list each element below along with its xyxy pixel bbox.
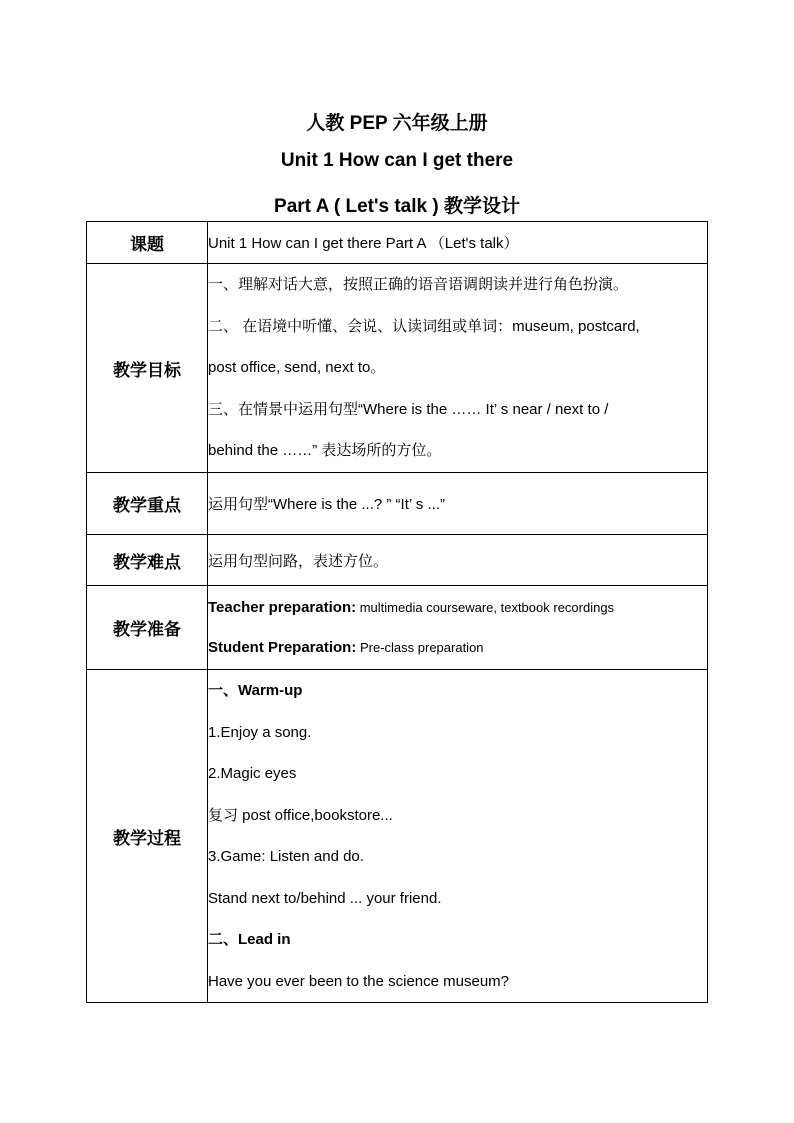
process-heading-lead-in: 二、Lead in: [208, 931, 291, 948]
process-line: Have you ever been to the science museum?: [208, 972, 510, 990]
goals-content: [208, 264, 708, 473]
process-content: [208, 670, 708, 1003]
table-row-topic: [87, 222, 708, 264]
table-row-difficulties: [87, 535, 708, 586]
document-subtitle-part: Part A ( Let's talk ) 教学设计: [274, 196, 520, 217]
difficulties-label: 教学难点: [87, 535, 208, 586]
goal-line-2: 二、 在语境中听懂、会说、认读词组或单词：museum, postcard,: [208, 317, 640, 335]
document-title: 人教 PEP 六年级上册: [306, 113, 488, 134]
teacher-preparation-label: Teacher preparation:: [208, 598, 357, 616]
student-preparation: [208, 628, 707, 668]
process-line: 1.Enjoy a song.: [208, 723, 312, 741]
document-subtitle-unit: Unit 1 How can I get there: [280, 150, 514, 171]
process-line: 2.Magic eyes: [208, 765, 297, 782]
preparation-content: [208, 586, 708, 670]
table-row-key-points: [87, 473, 708, 535]
process-line: 3.Game: Listen and do.: [208, 848, 364, 865]
goals-label: 教学目标: [87, 264, 208, 473]
topic-label: 课题: [87, 222, 208, 264]
goal-line-5: behind the ……” 表达场所的方位。: [208, 442, 442, 460]
goal-line-3: post office, send, next to。: [208, 359, 386, 377]
table-row-preparation: [87, 586, 708, 670]
lesson-plan-table: [86, 221, 708, 1003]
goal-line-4: 三、在情景中运用句型“Where is the …… It’ s near / next to /: [208, 400, 609, 418]
process-heading-warm-up: 一、Warm-up: [208, 682, 303, 699]
key-points-value: 运用句型“Where is the ...? ” “It’ s ...”: [208, 473, 708, 535]
teacher-preparation-value: multimedia courseware, textbook recordings: [356, 599, 615, 615]
teacher-preparation: [208, 588, 707, 628]
topic-value: Unit 1 How can I get there Part A （Let's talk）: [208, 222, 708, 264]
preparation-label: 教学准备: [87, 586, 208, 670]
table-row-process: [87, 670, 708, 1003]
difficulties-value: 运用句型问路，表述方位。: [208, 535, 708, 586]
student-preparation-value: Pre-class preparation: [356, 639, 484, 655]
process-label: 教学过程: [87, 670, 208, 1003]
process-line: Stand next to/behind ... your friend.: [208, 889, 442, 907]
key-points-label: 教学重点: [87, 473, 208, 535]
process-line: 复习 post office,bookstore...: [208, 806, 393, 824]
goal-line-1: 一、理解对话大意，按照正确的语音语调朗读并进行角色扮演。: [208, 276, 629, 294]
table-row-goals: [87, 264, 708, 473]
student-preparation-label: Student Preparation:: [208, 638, 357, 656]
